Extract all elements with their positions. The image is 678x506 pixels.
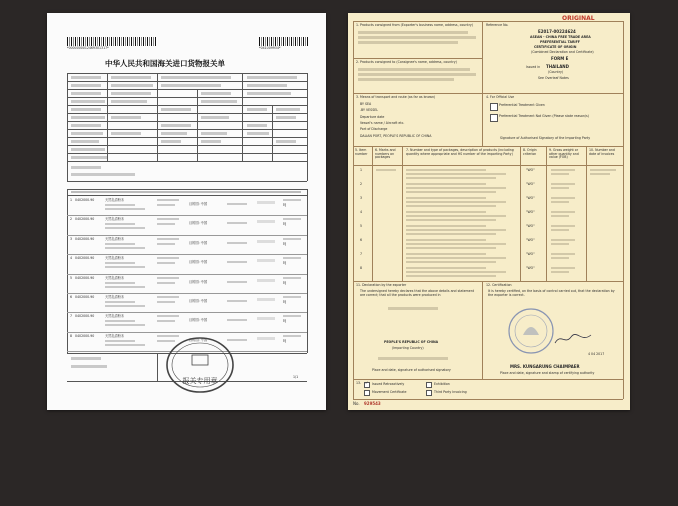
transport-line: Departure date — [360, 114, 385, 119]
header-line-4: (Combined Declaration and Certificate) — [531, 50, 594, 54]
signature-scribble — [553, 331, 593, 347]
box1-label: 1. Products consigned from (Exporter's business name, address, country) — [356, 23, 474, 27]
item-number: 1 — [70, 198, 73, 202]
item-number: 3 — [70, 236, 73, 241]
preferential-given-checkbox — [490, 103, 498, 111]
reference-number: E2017-00224624 — [538, 29, 576, 34]
page-number: 1/1 — [293, 375, 299, 379]
item-hs-code: 0402000.90 — [75, 314, 95, 319]
transport-line: DALIAN PORT, PEOPLE'S REPUBLIC OF CHINA — [360, 133, 432, 138]
transport-line: Vessel's name / Aircraft etc. — [360, 120, 405, 125]
serial-label: No. — [353, 401, 360, 406]
item-name: 天然乳清粉末 — [105, 314, 125, 319]
issued-retroactively-label: Issued Retroactively — [372, 382, 405, 386]
box2-label: 2. Products consigned to (Consignee's name, address, country) — [356, 60, 457, 64]
barcode-right-text: *041009934* — [259, 46, 281, 50]
item-number: 4 — [70, 256, 73, 261]
exhibition-label: Exhibition — [434, 382, 450, 386]
item-destination: 目的国: 中国 — [189, 318, 208, 323]
box11-country-note: (Importing Country) — [392, 346, 424, 350]
header-line-3: CERTIFICATE OF ORIGIN — [534, 45, 577, 49]
item-destination: 目的国: 中国 — [189, 279, 208, 284]
item-hs-code: 0402000.90 — [75, 236, 95, 241]
exhibition-checkbox — [426, 382, 432, 388]
item-destination: 目的国: 中国 — [189, 260, 208, 265]
coo-item-number: 1 — [360, 168, 363, 172]
goods-item-row — [47, 216, 326, 235]
item-destination: 目的国: 中国 — [189, 221, 208, 226]
transport-line: BY SEA — [360, 102, 372, 106]
item-unit: 吨 — [283, 300, 287, 304]
item-number: 2 — [70, 217, 73, 222]
col-marks: 6. Marks and numbers on packages — [375, 148, 396, 160]
item-name: 天然乳清粉末 — [105, 275, 125, 280]
header-line-2: PREFERENTIAL TARIFF — [540, 40, 580, 44]
customs-seal-stamp — [165, 335, 235, 395]
issued-in-value: THAILAND — [546, 64, 569, 69]
box12-label: 12. Certification — [486, 283, 512, 287]
movement-certificate-label: Movement Certificate — [372, 390, 407, 394]
col-origin-criterion: 8. Origin criterion — [523, 148, 537, 156]
seal-text: 报关专用章 — [182, 377, 218, 385]
box3-label: 3. Means of transport and route (as far as known) — [356, 95, 436, 99]
item-name: 天然乳清粉末 — [105, 236, 125, 241]
transport-line: Port of Discharge — [360, 127, 388, 132]
importing-party-signature-label: Signature of Authorised Signatory of the Importing Party — [500, 136, 591, 140]
barcode-left-text: *0000000012469301317* — [67, 46, 109, 50]
see-overleaf-notes: See Overleaf Notes — [538, 76, 569, 80]
col-item-number: 5. Item number — [355, 148, 368, 156]
preferential-not-given-checkbox — [490, 114, 498, 122]
item-number: 5 — [70, 275, 73, 280]
box11-label: 11. Declaration by the exporter — [356, 283, 407, 287]
item-destination: 目的国: 中国 — [189, 337, 208, 342]
item-number: 7 — [70, 314, 73, 319]
box13-label: 13. — [356, 381, 362, 385]
coo-item-number: 7 — [360, 252, 363, 256]
item-destination: 目的国: 中国 — [189, 202, 208, 206]
item-number: 6 — [70, 295, 73, 299]
preferential-not-given-label: Preferential Treatment Not Given (Please state reason/s) — [499, 114, 589, 118]
customs-declaration-document — [47, 13, 326, 410]
goods-item-row — [47, 236, 326, 255]
origin-criterion-value: "WO" — [526, 252, 535, 256]
origin-criterion-value: "WO" — [526, 238, 535, 242]
origin-criterion-value: "WO" — [526, 196, 535, 200]
box4-label: 4. For Official Use — [486, 95, 515, 99]
item-hs-code: 0402000.90 — [75, 295, 95, 299]
item-unit: 吨 — [283, 241, 287, 246]
box11-signature-label: Place and date, signature of authorised signatory — [372, 368, 451, 372]
item-unit: 吨 — [283, 338, 287, 343]
item-hs-code: 0402000.90 — [75, 198, 95, 202]
item-name: 天然乳清粉末 — [105, 217, 125, 222]
barcode-left — [67, 37, 157, 46]
coo-item-number: 8 — [360, 266, 363, 270]
origin-criterion-value: "WO" — [526, 182, 535, 186]
item-unit: 吨 — [283, 261, 287, 266]
box12-text: It is hereby certified, on the basis of control carried out, that the declaration by the exporter is correct. — [488, 289, 615, 297]
item-destination: 目的国: 中国 — [189, 240, 208, 245]
origin-criterion-value: "WO" — [526, 224, 535, 228]
goods-item-row — [47, 197, 326, 216]
item-name: 天然乳清粉末 — [105, 333, 125, 338]
origin-criterion-value: "WO" — [526, 210, 535, 214]
thai-authority-seal — [506, 305, 556, 357]
item-unit: 吨 — [283, 203, 287, 207]
col-invoices: 10. Number and date of invoices — [589, 148, 615, 156]
preferential-given-label: Preferential Treatment Given — [499, 103, 545, 107]
origin-criterion-value: "WO" — [526, 266, 535, 270]
item-name: 天然乳清粉末 — [105, 295, 125, 299]
third-party-invoicing-label: Third Party Invoicing — [434, 390, 467, 394]
coo-item-number: 4 — [360, 210, 363, 214]
serial-number: 929543 — [364, 401, 381, 406]
header-line-1: ASEAN - CHINA FREE TRADE AREA — [530, 35, 591, 39]
item-unit: 吨 — [283, 280, 287, 285]
box12-signature-label: Place and date, signature and stamp of certifying authority — [500, 371, 595, 375]
col-gross-weight: 9. Gross weight or other quantity and value (FOB) — [549, 148, 579, 160]
third-party-invoicing-checkbox — [426, 390, 432, 396]
item-hs-code: 0402000.90 — [75, 333, 95, 338]
item-destination: 目的国: 中国 — [189, 299, 208, 303]
col-description: 7. Number and type of packages, description of products (including quantity where appropriate and HS number of the importing Party) — [406, 148, 514, 156]
item-unit: 吨 — [283, 222, 287, 227]
box11-text: The undersigned hereby declares that the above details and statement are correct; that all the products were produced in — [360, 289, 474, 297]
goods-item-row — [47, 255, 326, 274]
goods-item-row — [47, 313, 326, 332]
goods-item-row — [47, 275, 326, 294]
barcode-right — [259, 37, 309, 46]
item-hs-code: 0402000.90 — [75, 256, 95, 261]
certificate-of-origin-document: ORIGINAL 1. Products consigned from (Exporter's business name, address, country) 2. Products consigned to (Consignee's name, address, country) Reference No. E2017-00224624 ASEAN - CHINA FREE TRADE AREA PREFERENTIAL TARIFF CERTIFICATE OF ORIGIN (Combined Declaration and Certificate) FORM E Issued in THAILAND (Country) See Overleaf Notes 3. Means of transport and route (as far as known) BY SEA .BY VESSEL Departure date Vessel's name / Aircraft etc. Port of Discharge DALIAN PORT, PEOPLE'S REPUBLIC OF CHINA 4. For Official Use Preferential Treatment Given Preferential Treatment Not Given (Please state reason/s) Signature of Authorised Signatory of the Importing Party 5. Item number 6. Marks and numbers on packages 7. Number and type of packages, description of products (including quantity where appropriate and HS number of the importing Party) 8. Origin criterion 9. Gross weight or other quantity and value (FOB) 10. Number and date of invoices "WO" 1 "WO" 2 "WO" 3 "WO" 4 "WO" 5 "WO" 6 "WO" 7 "WO" 8 11. Declaration by the exporter The undersigned hereby declares that the above details and statement are correct; that all the products were produced in PEOPLE'S REPUBLIC OF CHINA (Importing Country) Place and date, signature of authorised signatory 12. Certification It is hereby certified, on the basis of control carried out, that the declaration by the exporter is correct. 4 04 2017 MRS. KUNGARUNG CHAIMPAER Place and date, signature and stamp of certifying authority 13. ✓ Issued Retroactively Exhibition Movement Certificate Third Party Invoicing No. 929543 — [348, 13, 630, 410]
item-name: 天然乳清粉末 — [105, 198, 125, 202]
issued-in-label: Issued in — [526, 65, 541, 69]
item-name: 天然乳清粉末 — [105, 256, 125, 261]
movement-certificate-checkbox — [364, 390, 370, 396]
original-stamp: ORIGINAL — [562, 15, 595, 22]
coo-item-number: 3 — [360, 196, 363, 200]
document-title: 中华人民共和国海关进口货物报关单 — [105, 59, 225, 68]
transport-line: .BY VESSEL — [360, 108, 379, 113]
item-number: 8 — [70, 333, 73, 338]
coo-item-number: 2 — [360, 182, 363, 186]
certifying-signer: MRS. KUNGARUNG CHAIMPAER — [510, 364, 580, 369]
header-line-5: FORM E — [551, 56, 569, 61]
country-note: (Country) — [548, 70, 564, 74]
coo-item-number: 6 — [360, 238, 363, 242]
goods-item-row — [47, 294, 326, 313]
box11-country: PEOPLE'S REPUBLIC OF CHINA — [384, 340, 439, 344]
origin-criterion-value: "WO" — [526, 168, 535, 172]
coo-item-number: 5 — [360, 224, 363, 228]
item-hs-code: 0402000.90 — [75, 275, 95, 280]
item-hs-code: 0402000.90 — [75, 217, 95, 222]
item-unit: 吨 — [283, 319, 287, 324]
